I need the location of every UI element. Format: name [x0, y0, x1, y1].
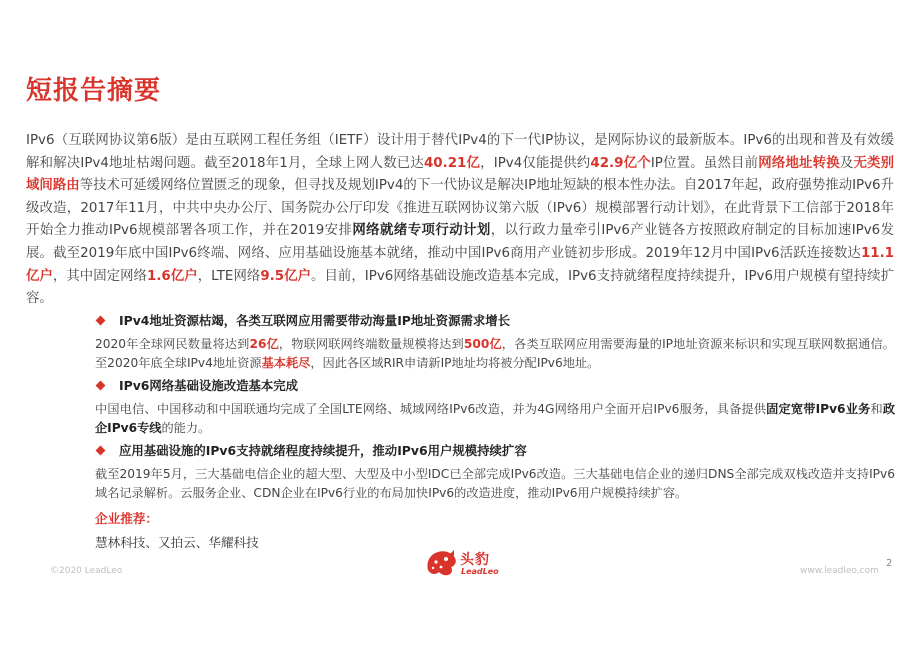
- bullet-body: [95, 335, 895, 372]
- bullet-text: ，因此各区域RIR申请新IP地址均将被分配IPv6地址。: [310, 355, 600, 370]
- bold-term: 政企IPv6专线: [95, 402, 895, 435]
- highlight-term: 基本耗尽: [261, 355, 311, 370]
- bold-term: 固定宽带IPv6业务: [766, 402, 871, 417]
- bullet-text: ，物联网联网终端数量规模将达到: [278, 337, 464, 351]
- bullet-text: 和: [870, 402, 883, 417]
- intro-text: IP位置。虽然目前: [650, 155, 759, 171]
- highlight-value: 40.21亿: [423, 155, 481, 171]
- bullet-text: 中国电信、中国移动和中国联通均完成了全国LTE网络、城域网络IPv6改造，并为4G网络用户全面开启IPv6服务，具备提供: [95, 402, 767, 417]
- bullet-text: 2020年全球网民数量将达到: [95, 337, 250, 351]
- recommend-heading: 企业推荐：: [95, 510, 158, 526]
- copyright: ©2020 LeadLeo: [50, 566, 123, 576]
- highlight-value: 42.9亿个: [590, 155, 651, 171]
- highlight-value: 26亿: [249, 337, 279, 351]
- intro-text: ，LTE网络: [197, 268, 261, 284]
- bullet-body: [95, 400, 895, 437]
- diamond-bullet-icon: [96, 316, 106, 326]
- intro-text: 及: [839, 155, 854, 171]
- summary-paragraph: [26, 130, 894, 311]
- bullet-text: 的能力。: [161, 420, 211, 435]
- bold-term: 网络就绪专项行动计划: [352, 223, 491, 239]
- highlight-value: 1.6亿户: [147, 268, 198, 284]
- bullet-heading: [95, 441, 895, 461]
- bullet-text: ，各类互联网应用需要海量的IP地址资源来标识和实现互联网数据通信。至2020年底全球IPv4地址资源: [95, 337, 895, 370]
- highlight-value: 9.5亿户: [260, 268, 312, 284]
- intro-text: ，其中固定网络: [52, 268, 148, 284]
- bullet-body: [95, 465, 895, 502]
- recommend-companies: 慧林科技、又拍云、华耀科技: [95, 534, 259, 550]
- key-points: [95, 311, 895, 553]
- brand-logo: [424, 546, 504, 580]
- highlight-value: 11.1亿户: [26, 245, 894, 284]
- intro-text: ，IPv4仅能提供约: [480, 155, 591, 171]
- bullet-heading: [95, 311, 895, 331]
- intro-text: 。目前，IPv6网络基础设施改造基本完成，IPv6支持就绪程度持续提升，IPv6用户规模有望持续扩容。: [26, 268, 894, 307]
- bullet-heading-text: IPv4地址资源枯竭，各类互联网应用需要带动海量IP地址资源需求增长: [119, 313, 511, 328]
- page-number: 2: [886, 558, 893, 569]
- intro-text: IPv6（互联网协议第6版）是由互联网工程任务组（IETF）设计用于替代IPv4的下一代IP协议，是网际协议的最新版本。IPv6的出现和普及有效缓解和解决IPv4地址枯竭问题。截至2018年1月，全球上网人数已达: [26, 133, 894, 171]
- highlight-term: 无类别域间路由: [26, 155, 895, 194]
- diamond-bullet-icon: [96, 381, 106, 391]
- intro-text: 等技术可延缓网络位置匮乏的现象，但寻找及规划IPv4的下一代协议是解决IP地址短缺的根本性办法。自2017年起，政府强势推动IPv6升级改造，2017年11月，中共中央办公厅、国务院办公厅印发《推进互联网协议第六版（IPv6）规模部署行动计划》，在此背景下工信部于2018年开始全力推动IPv6规模部署各项工作，并在2019安排: [26, 178, 895, 239]
- website-url[interactable]: www.leadleo.com: [800, 566, 879, 576]
- page-title: 短报告摘要: [26, 76, 162, 106]
- bullet-heading: [95, 376, 895, 396]
- bullet-heading-text: 应用基础设施的IPv6支持就绪程度持续提升，推动IPv6用户规模持续扩容: [119, 443, 527, 459]
- bullet-text: 截至2019年5月，三大基础电信企业的超大型、大型及中小型IDC已全部完成IPv6改造。三大基础电信企业的递归DNS全部完成双栈改造并支持IPv6域名记录解析。云服务企业、CDN企业在IPv6行业的布局加快IPv6的改造进度，推动IPv6用户规模持续扩容。: [95, 467, 895, 500]
- logo-text-cn: 头豹: [460, 552, 490, 568]
- diamond-bullet-icon: [96, 446, 106, 456]
- highlight-value: 500亿: [463, 337, 502, 351]
- intro-text: ，以行政力量牵引IPv6产业链各方按照政府制定的目标加速IPv6发展。截至2019年底中国IPv6终端、网络、应用基础设施基本就绪，推动中国IPv6商用产业链初步形成。2019年12月中国IPv6活跃连接数达: [26, 223, 895, 261]
- bullet-heading-text: IPv6网络基础设施改造基本完成: [119, 378, 299, 394]
- logo-text-en: LeadLeo: [461, 567, 499, 576]
- leopard-logo-icon: [424, 548, 458, 578]
- highlight-term: 网络地址转换: [758, 155, 840, 171]
